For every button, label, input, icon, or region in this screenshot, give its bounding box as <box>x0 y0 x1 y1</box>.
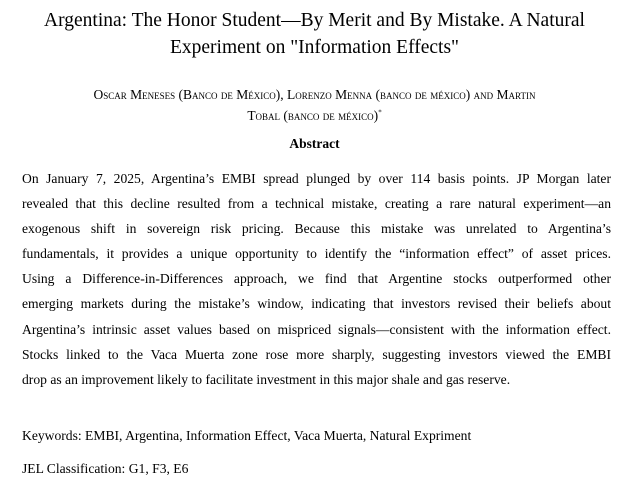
abstract-line: revealed that this decline resulted from a technical mistake, creating a rare natural experiment—an <box>22 196 611 212</box>
abstract-line: fundamentals, it provides a unique opportunity to identify the “information effect” of asset prices. <box>22 246 611 262</box>
paper-title <box>20 7 609 61</box>
abstract-line: Using a Difference-in-Differences approach, we find that Argentine stocks outperformed other <box>22 271 611 287</box>
jel-classification: JEL Classification: G1, F3, E6 <box>22 461 189 476</box>
abstract-line: Argentina’s intrinsic asset values based on mispriced signals—consistent with the information effect. <box>22 321 611 337</box>
abstract-line: emerging markets during the mistake’s window, indicating that investors revised their beliefs about <box>22 296 611 312</box>
abstract-line: drop as an improvement likely to facilitate investment in this major shale and gas reserve. <box>22 371 511 387</box>
author-footnote-mark: * <box>378 108 382 117</box>
paper-title-line-2: Experiment on "Information Effects" <box>169 37 459 58</box>
authors-line-1: Oscar Meneses (Banco de México), Lorenzo Menna (banco de méxico) and Martin <box>93 87 536 102</box>
abstract-body <box>22 166 611 392</box>
paper-title-line-1: Argentina: The Honor Student—By Merit and By Mistake. A Natural <box>44 10 585 31</box>
abstract-heading: Abstract <box>289 136 340 151</box>
abstract-line: On January 7, 2025, Argentina’s EMBI spread plunged by over 114 basis points. JP Morgan later <box>22 171 611 186</box>
authors-line-2: Tobal (banco de méxico) <box>247 108 379 123</box>
paper-authors <box>20 84 609 126</box>
abstract-line: Stocks linked to the Vaca Muerta zone rose more sharply, suggesting investors viewed the EMBI <box>22 346 611 362</box>
keywords: Keywords: EMBI, Argentina, Information Effect, Vaca Muerta, Natural Expriment <box>22 428 472 443</box>
abstract-line: exogenous shift in sovereign risk pricing. Because this mistake was unrelated to Argentina’s <box>22 221 611 237</box>
authors-line-2-wrap <box>20 105 609 126</box>
